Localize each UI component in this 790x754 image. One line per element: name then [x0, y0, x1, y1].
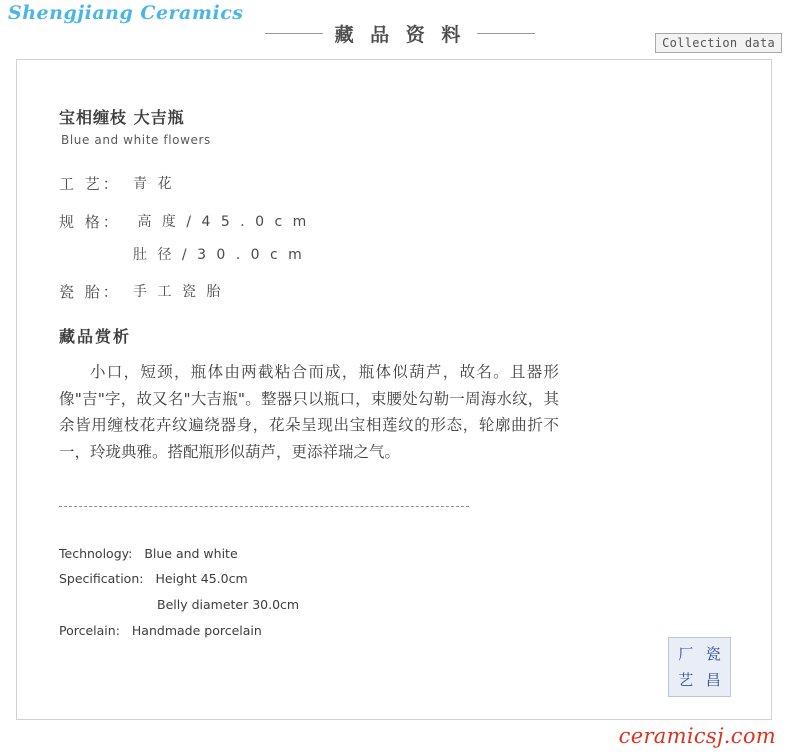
english-row-technology: [59, 541, 699, 567]
seal-char-2: 瓷: [705, 644, 721, 663]
spec-row-technology: [59, 173, 699, 194]
spec-row-specification: [59, 211, 699, 264]
english-value-belly-row: [157, 592, 699, 618]
title-rule-right: [477, 33, 535, 34]
seal-stamp-icon: [668, 637, 731, 697]
spec-label-technology: 工 艺：: [59, 175, 121, 193]
spec-value-porcelain: 手 工 瓷 胎: [133, 284, 224, 300]
title-rule-left: [265, 33, 323, 34]
spec-label-specification: 规 格：: [59, 213, 121, 231]
item-name-english: Blue and white flowers: [61, 133, 211, 147]
footer-website-url[interactable]: ceramicsj.com: [618, 724, 776, 748]
card-content: [59, 105, 699, 643]
spec-value-belly: 肚 径 / 3 0 . 0 c m: [133, 247, 305, 263]
english-row-porcelain: [59, 618, 699, 644]
dashed-divider: [59, 506, 469, 507]
collection-data-card: [16, 59, 772, 720]
english-value-belly: Belly diameter 30.0cm: [157, 596, 300, 612]
english-label-specification: Specification:: [59, 571, 144, 587]
english-label-porcelain: Porcelain:: [59, 622, 120, 638]
english-value-porcelain: Handmade porcelain: [131, 622, 262, 638]
seal-char-3: 艺: [678, 670, 694, 689]
seal-char-4: 昌: [705, 670, 721, 689]
page-title: 藏 品 资 料: [334, 23, 466, 46]
spec-value-technology: 青 花: [133, 176, 175, 192]
item-name-chinese: 宝相缠枝 大吉瓶: [59, 108, 185, 127]
english-spec-list: [59, 541, 699, 644]
spec-row-porcelain: [59, 281, 699, 302]
spec-value-height: 高 度 / 4 5 . 0 c m: [137, 214, 310, 230]
english-value-height: Height 45.0cm: [155, 571, 248, 587]
page-title-group: [255, 18, 545, 48]
spec-list: [59, 173, 699, 302]
seal-char-1: 厂: [678, 644, 694, 663]
english-value-technology: Blue and white: [144, 545, 238, 561]
spec-label-porcelain: 瓷 胎：: [59, 283, 121, 301]
page-header: [0, 0, 790, 58]
site-brand[interactable]: Shengjiang Ceramics: [8, 2, 244, 24]
appreciation-heading: 藏品赏析: [59, 327, 132, 346]
english-row-specification: [59, 566, 699, 592]
collection-data-badge: Collection data: [655, 33, 782, 53]
english-label-technology: Technology:: [59, 545, 133, 561]
appreciation-body: 小口，短颈，瓶体由两截粘合而成，瓶体似葫芦，故名。且器形像"吉"字，故又名"大吉瓶"。整器只以瓶口，束腰处勾勒一周海水纹，其余皆用缠枝花卉纹遍绕器身，花朵呈现出宝相莲纹的形态，轮廓曲折不一，玲珑典雅。搭配瓶形似葫芦，更添祥瑞之气。: [59, 363, 559, 461]
